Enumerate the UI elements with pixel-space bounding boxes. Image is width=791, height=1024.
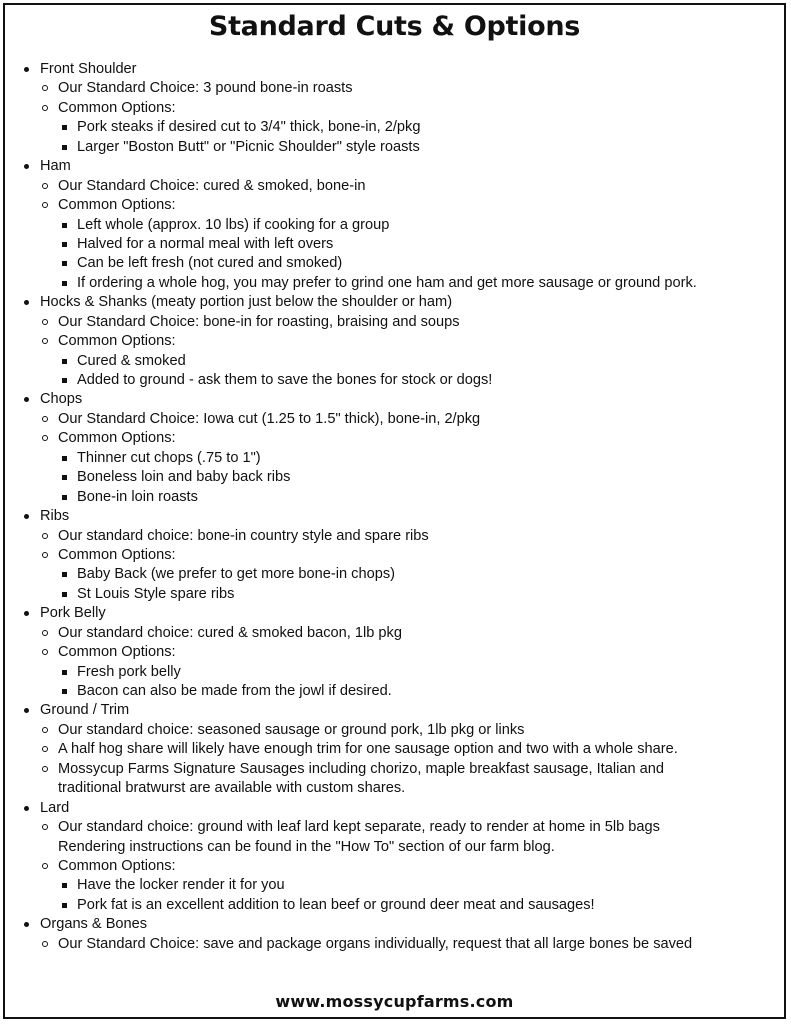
section-heading bbox=[5, 799, 784, 818]
list-item bbox=[5, 177, 784, 196]
list-item-text: Ground / Trim bbox=[40, 702, 130, 719]
list-item-text: Common Options: bbox=[58, 857, 176, 874]
list-item bbox=[5, 876, 784, 895]
list-item-text: Cured & smoked bbox=[77, 352, 186, 369]
list-item-continuation bbox=[5, 779, 784, 798]
bullet-circle-icon bbox=[42, 863, 48, 869]
list-item-text: A half hog share will likely have enough trim for one sausage option and two with a whole share. bbox=[58, 741, 678, 758]
bullet-square-icon bbox=[62, 495, 67, 500]
bullet-disc-icon bbox=[24, 300, 29, 305]
list-item-text: Our Standard Choice: save and package organs individually, request that all large bones be saved bbox=[58, 935, 693, 952]
list-item-text: Thinner cut chops (.75 to 1") bbox=[77, 449, 261, 466]
list-item-text: Bone-in loin roasts bbox=[77, 488, 198, 505]
list-item-text: Ham bbox=[40, 158, 71, 175]
list-item-text: Fresh pork belly bbox=[77, 663, 181, 680]
bullet-square-icon bbox=[62, 456, 67, 461]
bullet-disc-icon bbox=[24, 922, 29, 927]
bullet-circle-icon bbox=[42, 727, 48, 733]
list-item-text: Left whole (approx. 10 lbs) if cooking for a group bbox=[77, 216, 390, 233]
list-item-text: Larger "Boston Butt" or "Picnic Shoulder" style roasts bbox=[77, 138, 420, 155]
bullet-disc-icon bbox=[24, 708, 29, 713]
bullet-square-icon bbox=[62, 125, 67, 130]
bullet-square-icon bbox=[62, 883, 67, 888]
bullet-square-icon bbox=[62, 242, 67, 247]
list-item bbox=[5, 449, 784, 468]
list-item bbox=[5, 740, 784, 759]
bullet-square-icon bbox=[62, 903, 67, 908]
list-item bbox=[5, 332, 784, 351]
list-item bbox=[5, 196, 784, 215]
section-heading bbox=[5, 507, 784, 526]
list-item-text: Baby Back (we prefer to get more bone-in chops) bbox=[77, 566, 395, 583]
bullet-circle-icon bbox=[42, 202, 48, 208]
list-item bbox=[5, 721, 784, 740]
list-item bbox=[5, 274, 784, 293]
list-item bbox=[5, 99, 784, 118]
list-item bbox=[5, 313, 784, 332]
bullet-circle-icon bbox=[42, 766, 48, 772]
bullet-circle-icon bbox=[42, 533, 48, 539]
list-item bbox=[5, 79, 784, 98]
bullet-disc-icon bbox=[24, 514, 29, 519]
bullet-circle-icon bbox=[42, 746, 48, 752]
bullet-square-icon bbox=[62, 475, 67, 480]
list-item bbox=[5, 527, 784, 546]
list-item-text: Boneless loin and baby back ribs bbox=[77, 469, 291, 486]
list-item bbox=[5, 216, 784, 235]
bullet-circle-icon bbox=[42, 630, 48, 636]
section-heading bbox=[5, 915, 784, 934]
list-item-text: Have the locker render it for you bbox=[77, 877, 285, 894]
list-item-text: Can be left fresh (not cured and smoked) bbox=[77, 255, 343, 272]
bullet-disc-icon bbox=[24, 611, 29, 616]
list-item-text: Ribs bbox=[40, 508, 70, 525]
list-item bbox=[5, 488, 784, 507]
bullet-square-icon bbox=[62, 572, 67, 577]
bullet-square-icon bbox=[62, 592, 67, 597]
list-item-text: Front Shoulder bbox=[40, 61, 137, 77]
list-item-text: traditional bratwurst are available with custom shares. bbox=[58, 780, 406, 797]
bullet-circle-icon bbox=[42, 435, 48, 441]
list-item bbox=[5, 935, 784, 954]
list-item bbox=[5, 352, 784, 371]
section-heading bbox=[5, 701, 784, 720]
list-item bbox=[5, 138, 784, 157]
bullet-circle-icon bbox=[42, 941, 48, 947]
list-item-text: Common Options: bbox=[58, 99, 176, 116]
list-item bbox=[5, 760, 784, 779]
list-item-text: Bacon can also be made from the jowl if desired. bbox=[77, 683, 392, 699]
list-item-text: Our standard choice: bone-in country style and spare ribs bbox=[58, 527, 429, 544]
bullet-circle-icon bbox=[42, 105, 48, 111]
list-item-text: Common Options: bbox=[58, 644, 176, 661]
list-item-text: Our standard choice: cured & smoked bacon, 1lb pkg bbox=[58, 624, 402, 641]
bullet-square-icon bbox=[62, 378, 67, 383]
bullet-square-icon bbox=[62, 261, 67, 266]
list-item-text: Organs & Bones bbox=[40, 916, 148, 933]
section-heading bbox=[5, 390, 784, 409]
list-item bbox=[5, 682, 784, 701]
list-item-text: Our standard choice: seasoned sausage or ground pork, 1lb pkg or links bbox=[58, 721, 525, 738]
list-item bbox=[5, 624, 784, 643]
list-item-continuation bbox=[5, 838, 784, 857]
bullet-circle-icon bbox=[42, 824, 48, 830]
list-item-text: Common Options: bbox=[58, 430, 176, 447]
list-item-text: Chops bbox=[40, 391, 83, 408]
list-item bbox=[5, 254, 784, 273]
document-page bbox=[3, 3, 786, 1019]
list-item-text: Pork Belly bbox=[40, 605, 106, 622]
list-item bbox=[5, 643, 784, 662]
bullet-square-icon bbox=[62, 281, 67, 286]
page-title: Standard Cuts & Options bbox=[208, 11, 581, 42]
bullet-disc-icon bbox=[24, 164, 29, 169]
bullet-square-icon bbox=[62, 670, 67, 675]
list-item-text: Common Options: bbox=[58, 197, 176, 214]
bullet-square-icon bbox=[62, 145, 67, 150]
list-item-text: Pork fat is an excellent addition to lean beef or ground deer meat and sausages! bbox=[77, 896, 595, 913]
section-heading bbox=[5, 293, 784, 312]
list-item bbox=[5, 565, 784, 584]
list-item bbox=[5, 429, 784, 448]
list-item bbox=[5, 585, 784, 604]
list-item-text: Our Standard Choice: Iowa cut (1.25 to 1.5" thick), bone-in, 2/pkg bbox=[58, 410, 481, 427]
list-item-text: Hocks & Shanks (meaty portion just below the shoulder or ham) bbox=[40, 294, 453, 311]
list-item-text: Common Options: bbox=[58, 546, 176, 563]
list-item-text: Pork steaks if desired cut to 3/4" thick, bone-in, 2/pkg bbox=[77, 119, 421, 136]
list-item bbox=[5, 818, 784, 837]
list-item-text: Our standard choice: ground with leaf lard kept separate, ready to render at home in 5lb bags bbox=[58, 819, 660, 836]
bullet-circle-icon bbox=[42, 85, 48, 91]
list-item-text: Mossycup Farms Signature Sausages including chorizo, maple breakfast sausage, Italian and bbox=[58, 760, 664, 777]
list-item-text: Halved for a normal meal with left overs bbox=[77, 235, 334, 252]
bullet-disc-icon bbox=[24, 67, 29, 72]
list-item bbox=[5, 468, 784, 487]
list-item bbox=[5, 410, 784, 429]
list-item bbox=[5, 896, 784, 915]
bullet-square-icon bbox=[62, 689, 67, 694]
bullet-circle-icon bbox=[42, 319, 48, 325]
bullet-circle-icon bbox=[42, 183, 48, 189]
bullet-disc-icon bbox=[24, 397, 29, 402]
cuts-list bbox=[5, 60, 784, 954]
section-heading bbox=[5, 604, 784, 623]
bullet-disc-icon bbox=[24, 806, 29, 811]
list-item-text: St Louis Style spare ribs bbox=[77, 585, 235, 602]
list-item bbox=[5, 546, 784, 565]
list-item-text: Added to ground - ask them to save the bones for stock or dogs! bbox=[77, 372, 493, 388]
list-item-text: If ordering a whole hog, you may prefer to grind one ham and get more sausage or ground pork. bbox=[77, 274, 697, 291]
list-item-text: Rendering instructions can be found in the "How To" section of our farm blog. bbox=[58, 838, 555, 855]
footer-website: www.mossycupfarms.com bbox=[275, 992, 514, 1011]
list-item bbox=[5, 857, 784, 876]
bullet-square-icon bbox=[62, 359, 67, 364]
bullet-circle-icon bbox=[42, 552, 48, 558]
list-item-text: Lard bbox=[40, 799, 70, 816]
list-item bbox=[5, 118, 784, 137]
list-item-text: Our Standard Choice: cured & smoked, bone-in bbox=[58, 177, 366, 194]
bullet-circle-icon bbox=[42, 416, 48, 422]
list-item bbox=[5, 663, 784, 682]
bullet-square-icon bbox=[62, 223, 67, 228]
list-item-text: Our Standard Choice: bone-in for roasting, braising and soups bbox=[58, 313, 460, 330]
section-heading bbox=[5, 157, 784, 176]
list-item-text: Common Options: bbox=[58, 333, 176, 350]
list-item bbox=[5, 235, 784, 254]
list-item-text: Our Standard Choice: 3 pound bone-in roasts bbox=[58, 80, 353, 97]
section-heading bbox=[5, 60, 784, 79]
bullet-circle-icon bbox=[42, 338, 48, 344]
bullet-circle-icon bbox=[42, 649, 48, 655]
list-item bbox=[5, 371, 784, 390]
